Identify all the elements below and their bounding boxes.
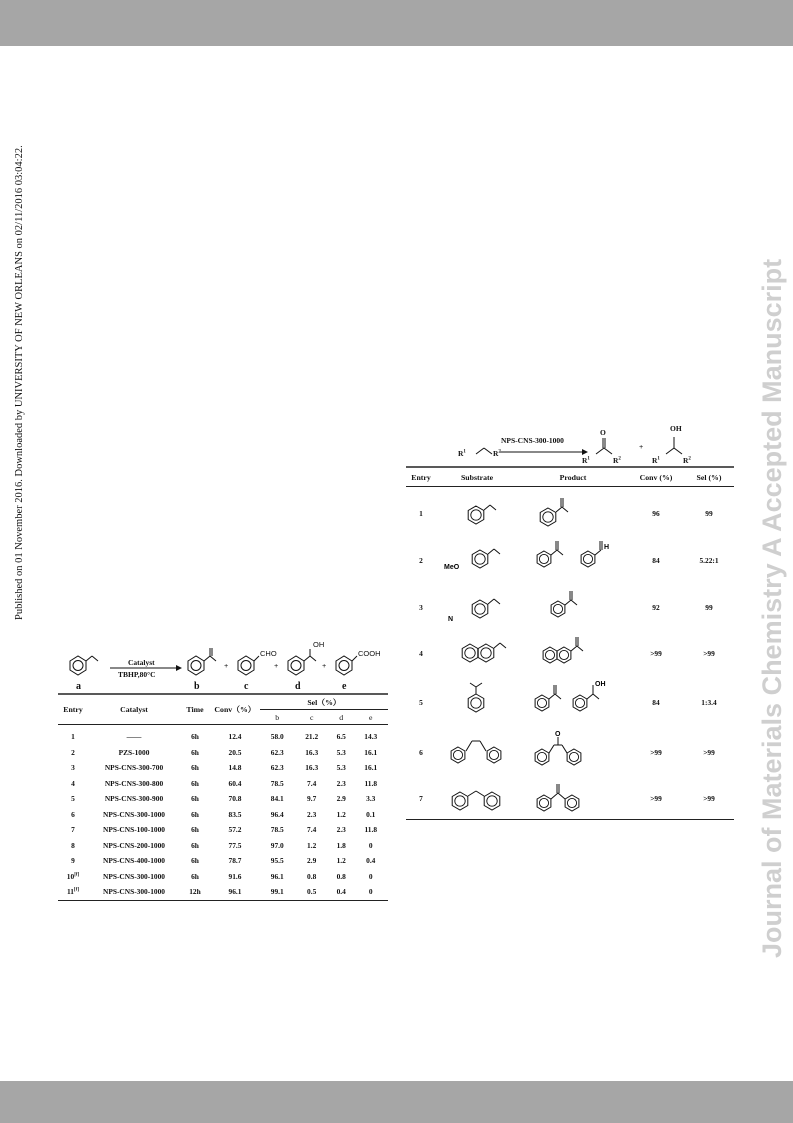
sel-e-cell: 0 bbox=[368, 887, 373, 897]
table-row bbox=[58, 745, 388, 761]
plus-sign: + bbox=[322, 661, 327, 670]
conv-cell: 70.8 bbox=[228, 794, 242, 804]
product-structure bbox=[518, 535, 628, 585]
r2-label-alcohol: $R^2$ bbox=[683, 456, 691, 465]
conv-cell: 12.4 bbox=[228, 732, 242, 742]
table-row bbox=[406, 677, 734, 727]
entry-cell: 4 bbox=[71, 778, 75, 788]
col-product: Product bbox=[559, 472, 587, 482]
compound-label-b: b bbox=[194, 681, 200, 692]
sel-d-cell: 2.3 bbox=[336, 825, 346, 835]
col-sel-d: d bbox=[339, 712, 344, 722]
entry-cell: 3 bbox=[419, 602, 423, 612]
sel-e-cell: 0.1 bbox=[366, 809, 376, 819]
conv-cell: >99 bbox=[650, 793, 662, 803]
catalyst-cell: NPS-CNS-300-1000 bbox=[103, 809, 165, 819]
time-cell: 12h bbox=[189, 887, 201, 897]
table-row bbox=[58, 776, 388, 792]
entry-cell: 2 bbox=[419, 555, 423, 565]
conv-cell: 84 bbox=[652, 697, 660, 707]
sel-b-cell: 97.0 bbox=[270, 840, 284, 850]
compound-label-d: d bbox=[295, 681, 301, 692]
sel-d-cell: 6.5 bbox=[336, 732, 346, 742]
catalyst-cell: PZS-1000 bbox=[118, 747, 150, 757]
table-row bbox=[58, 822, 388, 838]
r1-label: $R^1$ bbox=[458, 449, 466, 458]
svg-text:H: H bbox=[604, 544, 610, 551]
entry-cell: 8 bbox=[71, 840, 75, 850]
substrate-structure bbox=[436, 535, 518, 585]
compound-label-a: a bbox=[76, 681, 81, 692]
col-entry: Entry bbox=[63, 705, 83, 714]
table-row bbox=[58, 791, 388, 807]
sel-b-cell: 62.3 bbox=[270, 763, 284, 773]
catalyst-screening-table bbox=[58, 640, 388, 901]
scheme2-catalyst-label: NPS-CNS-300-1000 bbox=[501, 436, 564, 445]
entry-cell: 4 bbox=[419, 648, 423, 658]
sel-b-cell: 84.1 bbox=[270, 794, 284, 804]
time-cell: 6h bbox=[191, 871, 199, 881]
catalyst-cell: NPS-CNS-400-1000 bbox=[103, 856, 165, 866]
entry-cell: 11[f] bbox=[67, 887, 79, 897]
table-row bbox=[58, 838, 388, 854]
r1-label-alcohol: $R^1$ bbox=[652, 456, 660, 465]
table-row bbox=[58, 729, 388, 745]
product-structure bbox=[518, 727, 628, 777]
sel-cell: 99 bbox=[705, 602, 713, 612]
time-cell: 6h bbox=[191, 747, 199, 757]
substrate-structure bbox=[436, 491, 518, 535]
entry-cell: 6 bbox=[71, 809, 75, 819]
sel-e-cell: 16.1 bbox=[364, 763, 378, 773]
sel-c-cell: 2.9 bbox=[307, 856, 317, 866]
product-structure bbox=[518, 677, 628, 727]
catalyst-table bbox=[58, 695, 388, 900]
table-row bbox=[58, 760, 388, 776]
table-row bbox=[58, 884, 388, 900]
svg-text:MeO: MeO bbox=[444, 564, 460, 571]
catalyst-cell: NPS-CNS-200-1000 bbox=[103, 840, 165, 850]
sel-d-cell: 1.2 bbox=[336, 856, 346, 866]
compound-a-structure bbox=[70, 656, 98, 675]
sel-b-cell: 96.4 bbox=[270, 809, 284, 819]
compound-d-structure bbox=[288, 649, 316, 675]
sel-cell: 5.22:1 bbox=[699, 555, 719, 565]
compound-c-structure bbox=[238, 656, 259, 675]
conv-cell: 14.8 bbox=[228, 763, 242, 773]
sel-c-cell: 0.5 bbox=[307, 887, 317, 897]
table-row bbox=[406, 629, 734, 677]
plus-sign: + bbox=[224, 661, 229, 670]
sel-d-cell: 1.8 bbox=[336, 840, 346, 850]
col-sel-c: c bbox=[309, 712, 314, 722]
sel-b-cell: 99.1 bbox=[270, 887, 284, 897]
sel-b-cell: 78.5 bbox=[270, 778, 284, 788]
col-conv: Conv (%) bbox=[639, 472, 673, 482]
plus-sign: + bbox=[274, 661, 279, 670]
sel-d-cell: 2.3 bbox=[336, 778, 346, 788]
oh-label: OH bbox=[670, 424, 682, 433]
sel-e-cell: 11.8 bbox=[364, 778, 378, 788]
catalyst-cell: NPS-CNS-300-1000 bbox=[103, 887, 165, 897]
r2-label: $R^2$ bbox=[493, 449, 501, 458]
conv-cell: 20.5 bbox=[228, 747, 242, 757]
svg-text:O: O bbox=[555, 731, 561, 738]
svg-text:OH: OH bbox=[595, 681, 606, 688]
bottom-footer-bar bbox=[0, 1081, 793, 1123]
sel-c-cell: 1.2 bbox=[307, 840, 317, 850]
sel-cell: >99 bbox=[703, 648, 715, 658]
sel-c-cell: 2.3 bbox=[307, 809, 317, 819]
substrate-structure bbox=[436, 629, 518, 677]
r1-label-product: $R^1$ bbox=[582, 456, 590, 465]
sel-c-cell: 0.8 bbox=[307, 871, 317, 881]
catalyst-cell: NPS-CNS-300-700 bbox=[104, 763, 164, 773]
time-cell: 6h bbox=[191, 825, 199, 835]
substrate-structure bbox=[436, 677, 518, 727]
substrate-structure bbox=[436, 727, 518, 777]
table-row bbox=[406, 535, 734, 585]
conv-cell: 57.2 bbox=[228, 825, 242, 835]
catalyst-cell: NPS-CNS-300-1000 bbox=[103, 871, 165, 881]
sel-c-cell: 16.3 bbox=[305, 763, 319, 773]
product-structure bbox=[518, 629, 628, 677]
reaction-scheme-2 bbox=[406, 418, 734, 468]
sel-e-cell: 11.8 bbox=[364, 825, 378, 835]
compound-b-structure bbox=[188, 648, 216, 675]
conv-cell: 77.5 bbox=[228, 840, 242, 850]
catalyst-label: Catalyst bbox=[128, 658, 155, 667]
time-cell: 6h bbox=[191, 809, 199, 819]
substrate-structure bbox=[436, 777, 518, 819]
sel-c-cell: 21.2 bbox=[305, 732, 319, 742]
time-cell: 6h bbox=[191, 732, 199, 742]
table-row bbox=[58, 869, 388, 885]
substrate-scope-table bbox=[406, 418, 734, 820]
product-structure bbox=[518, 777, 628, 819]
top-header-bar bbox=[0, 0, 793, 46]
catalyst-cell: NPS-CNS-300-900 bbox=[104, 794, 164, 804]
svg-text:N: N bbox=[448, 616, 454, 623]
sel-e-cell: 16.1 bbox=[364, 747, 378, 757]
product-structure bbox=[518, 491, 628, 535]
compound-e-structure bbox=[336, 656, 357, 675]
time-cell: 6h bbox=[191, 856, 199, 866]
group-oh: OH bbox=[313, 640, 325, 649]
table-row bbox=[406, 777, 734, 819]
table-row bbox=[58, 807, 388, 823]
col-catalyst: Catalyst bbox=[120, 705, 148, 714]
sel-d-cell: 5.3 bbox=[336, 763, 346, 773]
sel-e-cell: 0 bbox=[368, 871, 373, 881]
plus-sign: + bbox=[639, 442, 644, 451]
publication-note: Published on 01 November 2016. Downloaded by UNIVERSITY OF NEW ORLEANS on 02/11/2016 03:04:22. bbox=[14, 145, 25, 620]
entry-cell: 3 bbox=[71, 763, 75, 773]
o-label: O bbox=[600, 428, 606, 437]
entry-cell: 5 bbox=[71, 794, 75, 804]
conv-cell: >99 bbox=[650, 747, 662, 757]
conv-cell: 96.1 bbox=[228, 887, 242, 897]
conv-cell: 91.6 bbox=[228, 871, 242, 881]
entry-cell: 2 bbox=[71, 747, 75, 757]
sel-e-cell: 0 bbox=[368, 840, 373, 850]
col-substrate: Substrate bbox=[460, 472, 494, 482]
sel-d-cell: 0.4 bbox=[336, 887, 346, 897]
sel-c-cell: 16.3 bbox=[305, 747, 319, 757]
time-cell: 6h bbox=[191, 778, 199, 788]
col-time: Time bbox=[186, 705, 204, 714]
col-sel: Sel（%） bbox=[260, 695, 388, 710]
sel-cell: 1:3.4 bbox=[701, 697, 717, 707]
time-cell: 6h bbox=[191, 763, 199, 773]
table-row bbox=[406, 727, 734, 777]
entry-cell: 7 bbox=[419, 793, 423, 803]
group-cooh: COOH bbox=[358, 649, 381, 658]
sel-b-cell: 95.5 bbox=[270, 856, 284, 866]
sel-cell: 99 bbox=[705, 508, 713, 518]
entry-cell: 1 bbox=[419, 508, 423, 518]
sel-d-cell: 1.2 bbox=[336, 809, 346, 819]
entry-cell: 5 bbox=[419, 697, 423, 707]
sel-c-cell: 7.4 bbox=[307, 778, 317, 788]
time-cell: 6h bbox=[191, 840, 199, 850]
sel-b-cell: 96.1 bbox=[270, 871, 284, 881]
entry-cell: 9 bbox=[71, 856, 75, 866]
catalyst-cell: NPS-CNS-300-800 bbox=[104, 778, 164, 788]
conv-cell: >99 bbox=[650, 648, 662, 658]
table-row bbox=[406, 585, 734, 629]
product-structure bbox=[518, 585, 628, 629]
sel-c-cell: 7.4 bbox=[307, 825, 317, 835]
entry-cell: 7 bbox=[71, 825, 75, 835]
sel-d-cell: 0.8 bbox=[336, 871, 346, 881]
table-row bbox=[406, 491, 734, 535]
compound-label-e: e bbox=[342, 681, 347, 692]
journal-watermark: Journal of Materials Chemistry A Accepted Manuscript bbox=[757, 258, 787, 958]
sel-e-cell: 14.3 bbox=[364, 732, 378, 742]
sel-b-cell: 62.3 bbox=[270, 747, 284, 757]
conv-cell: 96 bbox=[652, 508, 660, 518]
sel-e-cell: 0.4 bbox=[366, 856, 376, 866]
sel-cell: >99 bbox=[703, 747, 715, 757]
col-sel-e: e bbox=[369, 712, 373, 722]
sel-cell: >99 bbox=[703, 793, 715, 803]
sel-c-cell: 9.7 bbox=[307, 794, 317, 804]
substrate-table bbox=[406, 468, 734, 819]
sel-b-cell: 78.5 bbox=[270, 825, 284, 835]
table-row bbox=[58, 853, 388, 869]
entry-cell: 1 bbox=[71, 732, 75, 742]
sel-b-cell: 58.0 bbox=[270, 732, 284, 742]
catalyst-cell: —— bbox=[126, 732, 142, 742]
entry-cell: 6 bbox=[419, 747, 423, 757]
col-conv: Conv（%） bbox=[214, 705, 256, 714]
group-cho: CHO bbox=[260, 649, 277, 658]
col-sel-b: b bbox=[275, 712, 280, 722]
sel-e-cell: 3.3 bbox=[366, 794, 376, 804]
conv-cell: 92 bbox=[652, 602, 660, 612]
time-cell: 6h bbox=[191, 794, 199, 804]
conv-cell: 83.5 bbox=[228, 809, 242, 819]
reaction-scheme-1 bbox=[58, 640, 388, 695]
entry-cell: 10[f] bbox=[66, 871, 80, 881]
conv-cell: 84 bbox=[652, 555, 660, 565]
conditions-label: TBHP,80°C bbox=[118, 670, 156, 679]
substrate-structure bbox=[436, 585, 518, 629]
catalyst-cell: NPS-CNS-100-1000 bbox=[103, 825, 165, 835]
conv-cell: 60.4 bbox=[228, 778, 242, 788]
sel-d-cell: 5.3 bbox=[336, 747, 346, 757]
sel-d-cell: 2.9 bbox=[336, 794, 346, 804]
conv-cell: 78.7 bbox=[228, 856, 242, 866]
compound-label-c: c bbox=[244, 681, 249, 692]
col-entry: Entry bbox=[411, 472, 431, 482]
col-sel: Sel (%) bbox=[696, 472, 722, 482]
r2-label-product: $R^2$ bbox=[613, 456, 621, 465]
